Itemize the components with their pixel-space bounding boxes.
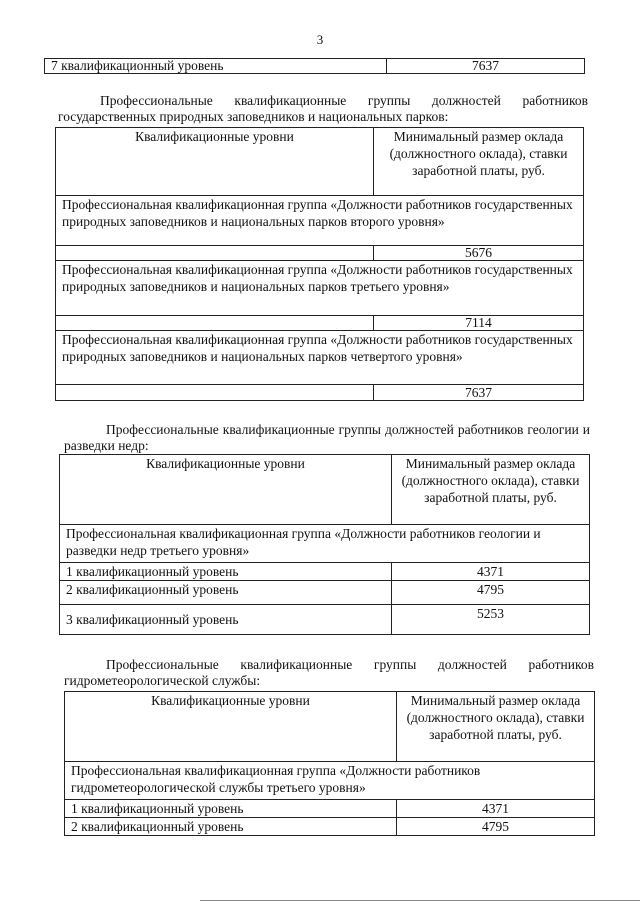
salary-value: 7114 [374, 316, 584, 331]
salary-value: 7637 [387, 59, 585, 74]
group-row [56, 196, 584, 246]
group-title: Профессиональная квалификационная группа «Должности работников гидрометеорологической службы третьего уровня» [65, 762, 595, 800]
hydromet-table [64, 691, 595, 836]
table-row [65, 818, 595, 836]
level-label: 7 квалификационный уровень [45, 59, 387, 74]
salary-value: 4371 [392, 563, 590, 581]
table-header [65, 692, 595, 762]
group-row [56, 331, 584, 385]
group-title: Профессиональная квалификационная группа «Должности работников государственных природных заповедников и национальных парков четвертого уровня» [56, 331, 584, 385]
level-label [56, 316, 374, 331]
salary-value: 7637 [374, 385, 584, 401]
reserves-table [55, 127, 584, 401]
table-row [60, 581, 590, 605]
group-row [60, 525, 590, 563]
page-number: 3 [316, 32, 324, 47]
column-header-levels: Квалификационные уровни [60, 455, 392, 525]
section-heading: Профессиональные квалификационные группы должностей работников геологии и разведки недр: [64, 422, 590, 453]
previous-table [44, 58, 585, 74]
group-row [56, 261, 584, 316]
group-title: Профессиональная квалификационная группа «Должности работников геологии и разведки недр третьего уровня» [60, 525, 590, 563]
table-header [60, 455, 590, 525]
section-heading: Профессиональные квалификационные группы должностей работников гидрометеорологической службы: [64, 657, 594, 688]
geology-table [59, 454, 590, 635]
column-header-salary: Минимальный размер оклада (должностного оклада), ставки заработной платы, руб. [374, 128, 584, 196]
salary-value: 4371 [397, 800, 595, 818]
level-label: 2 квалификационный уровень [60, 581, 392, 605]
table-row [60, 563, 590, 581]
group-title: Профессиональная квалификационная группа «Должности работников государственных природных заповедников и национальных парков третьего уровня» [56, 261, 584, 316]
level-label: 1 квалификационный уровень [60, 563, 392, 581]
table-row [56, 316, 584, 331]
table-row [65, 800, 595, 818]
level-label [56, 385, 374, 401]
table-row [45, 59, 585, 74]
table-row [60, 605, 590, 635]
level-label: 1 квалификационный уровень [65, 800, 397, 818]
salary-value: 5676 [374, 246, 584, 261]
column-header-salary: Минимальный размер оклада (должностного оклада), ставки заработной платы, руб. [397, 692, 595, 762]
table-row [56, 385, 584, 401]
section-heading: Профессиональные квалификационные группы должностей работников государственных природных заповедников и национальных парков: [58, 93, 588, 124]
level-label: 3 квалификационный уровень [60, 605, 392, 635]
salary-value: 4795 [392, 581, 590, 605]
table-row [56, 246, 584, 261]
column-header-levels: Квалификационные уровни [65, 692, 397, 762]
table-header [56, 128, 584, 196]
group-title: Профессиональная квалификационная группа «Должности работников государственных природных заповедников и национальных парков второго уровня» [56, 196, 584, 246]
level-label [56, 246, 374, 261]
salary-value: 5253 [392, 605, 590, 635]
column-header-levels: Квалификационные уровни [56, 128, 374, 196]
level-label: 2 квалификационный уровень [65, 818, 397, 836]
salary-value: 4795 [397, 818, 595, 836]
scan-edge-line [200, 900, 640, 901]
group-row [65, 762, 595, 800]
column-header-salary: Минимальный размер оклада (должностного оклада), ставки заработной платы, руб. [392, 455, 590, 525]
